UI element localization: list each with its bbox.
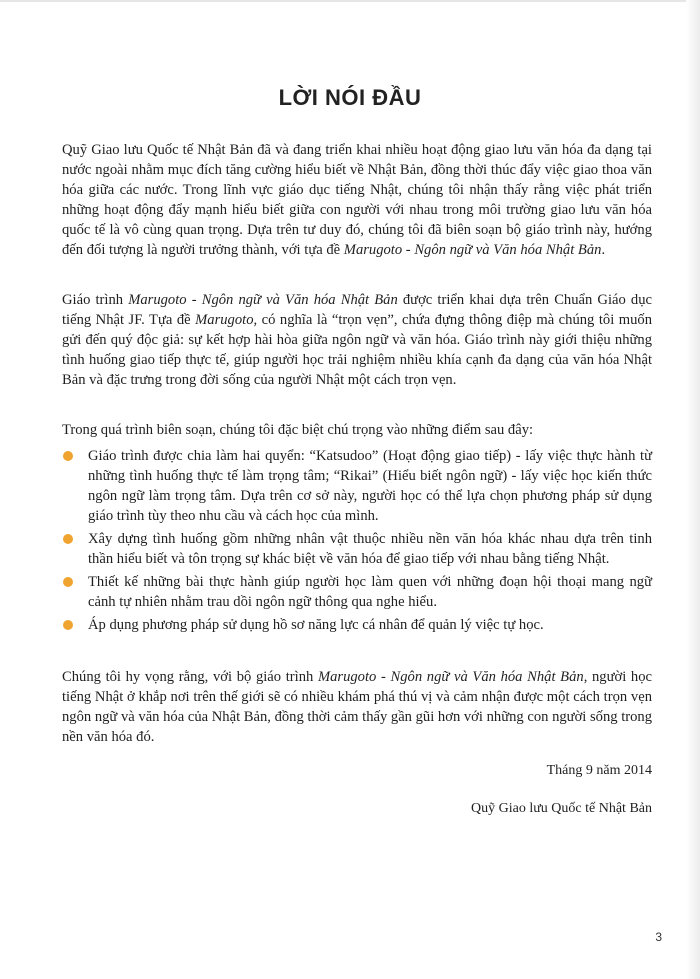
paragraph-description-middle: được triển khai dựa trên Chuẩn Giáo dục tiếng Nhật JF. Tựa đề [62, 292, 652, 328]
signature-date: Tháng 9 năm 2014 [546, 763, 652, 778]
list-item [62, 446, 652, 526]
paragraph-closing [62, 667, 652, 747]
book-title: Marugoto - Ngôn ngữ và Văn hóa Nhật Bản [128, 292, 398, 308]
book-title: Marugoto - Ngôn ngữ và Văn hóa Nhật Bản [343, 242, 602, 258]
list-item-text: Giáo trình được chia làm hai quyển: “Katsudoo” (Hoạt động giao tiếp) - lấy việc thực hành từ những tình huống thực tế làm trọng tâm; “Rikai” (Hiểu biết ngôn ngữ) - lấy việc học kiến thức ngôn ngữ làm trọng tâm. Dựa trên cơ sở này, người học có thể lựa chọn phương pháp sử dụng giáo trình tùy theo nhu cầu và cách học của mình. [88, 448, 652, 524]
paragraph-closing-end: , người học tiếng Nhật ở khắp nơi trên thế giới sẽ có nhiều khám phá thú vị và cảm nhận được một cách trọn vẹn ngôn ngữ và văn hóa của Nhật Bản, đồng thời cảm thấy gần gũi hơn với những con người sống trong nền văn hóa đó. [62, 669, 653, 745]
focus-points-list [62, 446, 652, 635]
page-right-edge [686, 0, 700, 979]
bullet-dot-icon [63, 534, 73, 544]
list-item [62, 615, 652, 635]
page-number: 3 [655, 930, 662, 944]
paragraph-description [62, 290, 652, 390]
paragraph-intro-text: Quỹ Giao lưu Quốc tế Nhật Bản đã và đang triển khai nhiều hoạt động giao lưu văn hóa đa dạng tại nước ngoài nhằm mục đích tăng cường hiểu biết về Nhật Bản, đồng thời thúc đẩy việc giao thoa văn hóa giữa các nước. Trong lĩnh vực giáo dục tiếng Nhật, chúng tôi nhận thấy rằng việc phát triển những hoạt động đẩy mạnh hiểu biết giữa con người với nhau trong môi trường giao lưu văn hóa quốc tế là vô cùng quan trọng. Dựa trên tư duy đó, chúng tôi đã biên soạn bộ giáo trình này, hướng đến đối tượng là người trưởng thành, với tựa đề [62, 142, 652, 258]
paragraph-intro-end: . [601, 242, 606, 258]
page-title: LỜI NÓI ĐẦU [278, 84, 422, 110]
document-body [62, 140, 652, 837]
signature-organization: Quỹ Giao lưu Quốc tế Nhật Bản [471, 801, 652, 816]
book-title-word: Marugoto [195, 312, 254, 328]
list-item-text: Xây dựng tình huống gồm những nhân vật thuộc nhiều nền văn hóa khác nhau dựa trên tinh thần hiểu biết và tôn trọng sự khác biệt về văn hóa để giao tiếp với nhau bằng tiếng Nhật. [88, 531, 652, 567]
list-item [62, 572, 652, 612]
paragraph-description-end: , có nghĩa là “trọn vẹn”, chứa đựng thông điệp mà chúng tôi muốn gửi đến quý độc giả: sự kết hợp hài hòa giữa ngôn ngữ và văn hóa. Giáo trình này giới thiệu những tình huống giao tiếp thực tế, giúp người học trải nghiệm nhiều khía cạnh đa dạng của văn hóa Nhật Bản và đặc trưng trong đời sống của người Nhật một cách trọn vẹn. [62, 312, 652, 388]
bullet-dot-icon [63, 620, 73, 630]
paragraph-intro [62, 140, 652, 260]
list-item [62, 529, 652, 569]
page-top-edge [0, 0, 700, 2]
paragraph-focus-intro: Trong quá trình biên soạn, chúng tôi đặc biệt chú trọng vào những điểm sau đây: [62, 422, 534, 438]
paragraph-closing-start: Chúng tôi hy vọng rằng, với bộ giáo trình [62, 669, 318, 685]
list-item-text: Thiết kế những bài thực hành giúp người học làm quen với những đoạn hội thoại mang ngữ cảnh tự nhiên nhằm trau dồi ngôn ngữ thông qua nghe hiểu. [88, 574, 652, 610]
list-item-text: Áp dụng phương pháp sử dụng hồ sơ năng lực cá nhân để quản lý việc tự học. [88, 617, 544, 633]
book-title: Marugoto - Ngôn ngữ và Văn hóa Nhật Bản [317, 669, 584, 685]
bullet-dot-icon [63, 451, 73, 461]
bullet-dot-icon [63, 577, 73, 587]
paragraph-description-start: Giáo trình [62, 292, 129, 308]
